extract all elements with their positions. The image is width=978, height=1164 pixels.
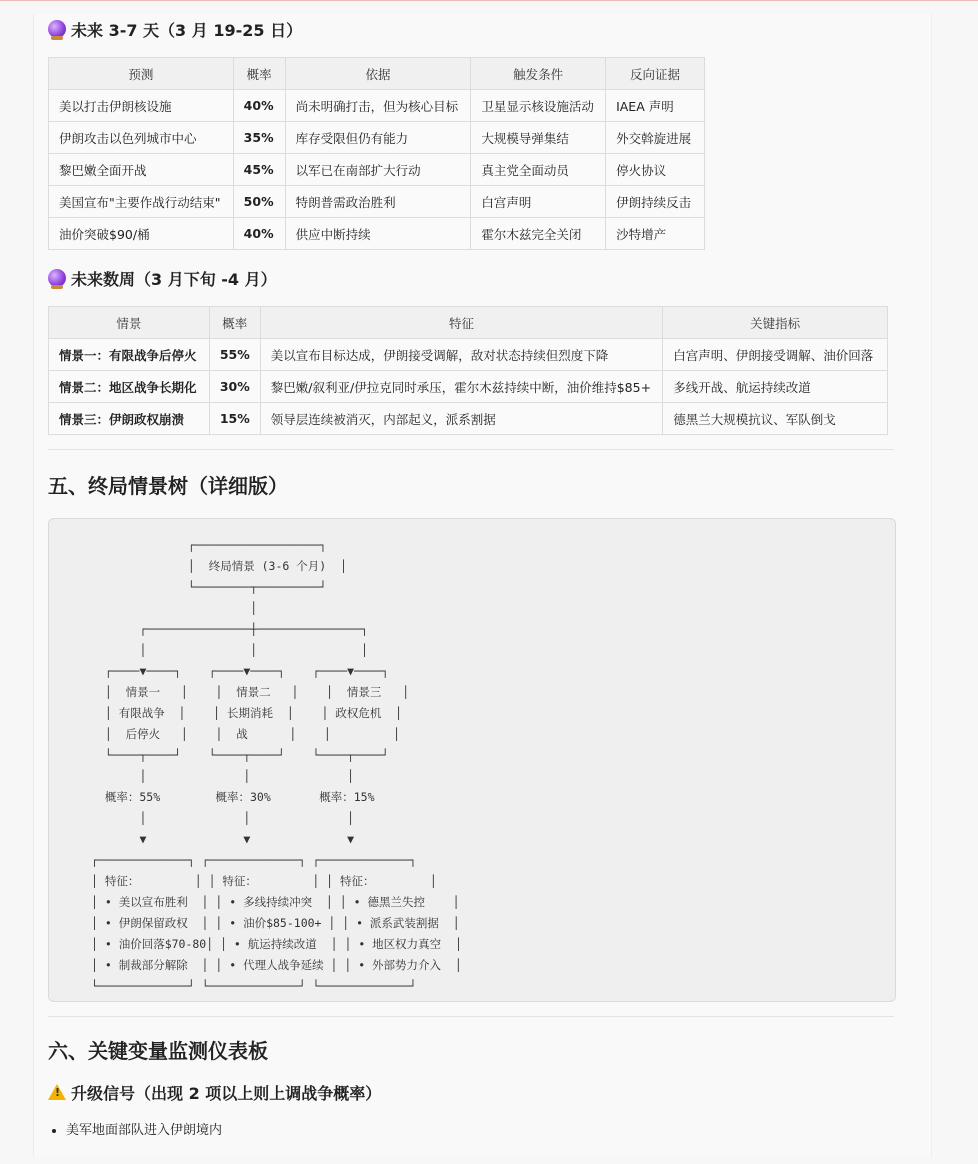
probability-cell: 30% — [209, 371, 260, 403]
cell: 尚未明确打击，但为核心目标 — [285, 90, 471, 122]
cell: 真主党全面动员 — [471, 154, 606, 186]
cell: 美以宣布目标达成，伊朗接受调解，敌对状态持续但烈度下降 — [260, 339, 662, 371]
weeks-table — [48, 306, 888, 435]
cell: 供应中断持续 — [285, 218, 471, 250]
cell: 外交斡旋进展 — [606, 122, 705, 154]
short-term-table — [48, 57, 705, 250]
section-weeks-title: 未来数周（3 月下旬 -4 月） — [71, 269, 277, 289]
table-row — [49, 90, 705, 122]
section-six-title: 六、关键变量监测仪表板 — [48, 1038, 268, 1063]
escalation-signals-title: 升级信号（出现 2 项以上则上调战争概率） — [71, 1083, 382, 1103]
cell: 库存受限但仍有能力 — [285, 122, 471, 154]
cell: 伊朗攻击以色列城市中心 — [49, 122, 234, 154]
col-header: 概率 — [233, 58, 285, 90]
cell: 美国宣布"主要作战行动结束" — [49, 186, 234, 218]
col-header: 依据 — [285, 58, 471, 90]
cell: 沙特增产 — [606, 218, 705, 250]
cell: 多线开战、航运持续改道 — [663, 371, 888, 403]
table-row — [49, 218, 705, 250]
crystal-ball-icon — [48, 20, 66, 38]
table-header-row — [49, 307, 888, 339]
crystal-ball-icon — [48, 269, 66, 287]
list-item: • 美军地面部队进入伊朗境内 — [66, 1119, 898, 1143]
section-short-term-heading — [48, 14, 898, 44]
cell: 美以打击伊朗核设施 — [49, 90, 234, 122]
table-row — [49, 339, 888, 371]
col-header: 关键指标 — [663, 307, 888, 339]
top-border — [0, 0, 978, 1]
cell: 白宫声明 — [471, 186, 606, 218]
col-header: 触发条件 — [471, 58, 606, 90]
probability-cell: 55% — [209, 339, 260, 371]
col-header: 概率 — [209, 307, 260, 339]
cell: 卫星显示核设施活动 — [471, 90, 606, 122]
cell: 霍尔木兹完全关闭 — [471, 218, 606, 250]
cell: IAEA 声明 — [606, 90, 705, 122]
table-row — [49, 154, 705, 186]
cell: 以军已在南部扩大行动 — [285, 154, 471, 186]
document-page — [33, 14, 932, 1157]
cell: 白宫声明、伊朗接受调解、油价回落 — [663, 339, 888, 371]
table-row — [49, 371, 888, 403]
cell: 黎巴嫩/叙利亚/伊拉克同时承压，霍尔木兹持续中断，油价维持$85+ — [260, 371, 662, 403]
table-row — [49, 403, 888, 435]
col-header: 特征 — [260, 307, 662, 339]
scenario-cell: 情景三：伊朗政权崩溃 — [49, 403, 210, 435]
cell: 特朗普需政治胜利 — [285, 186, 471, 218]
table-header-row — [49, 58, 705, 90]
cell: 停火协议 — [606, 154, 705, 186]
cell: 大规模导弹集结 — [471, 122, 606, 154]
probability-cell: 15% — [209, 403, 260, 435]
section-short-term-title: 未来 3-7 天（3 月 19-25 日） — [71, 20, 303, 40]
probability-cell: 35% — [233, 122, 285, 154]
table-row — [49, 186, 705, 218]
table-row — [49, 122, 705, 154]
escalation-signals-heading — [48, 1077, 898, 1107]
scenario-cell: 情景二：地区战争长期化 — [49, 371, 210, 403]
cell: 油价突破$90/桶 — [49, 218, 234, 250]
col-header: 预测 — [49, 58, 234, 90]
col-header: 反向证据 — [606, 58, 705, 90]
scenario-cell: 情景一：有限战争后停火 — [49, 339, 210, 371]
probability-cell: 40% — [233, 218, 285, 250]
cell: 黎巴嫩全面开战 — [49, 154, 234, 186]
cell: 伊朗持续反击 — [606, 186, 705, 218]
probability-cell: 50% — [233, 186, 285, 218]
cell: 德黑兰大规模抗议、军队倒戈 — [663, 403, 888, 435]
col-header: 情景 — [49, 307, 210, 339]
probability-cell: 45% — [233, 154, 285, 186]
scenario-tree-text: ┌──────────────────┐ │ 终局情景 (3-6 个月) │ └────────┬─────────┘ │ ┌───────────────┼───────────────┐ │ │ │ ┌────▼────┐ ┌────▼────┐ ┌────▼────┐ │ 情景一 │ │ 情景二 │ │ 情景三 │ │ 有限战争 │ │ 长期消耗 │ │ 政权危机 │ │ 后停火 │ │ 战 │ │ │ └────┬────┘ └────┬────┘ └────┬────┘ │ │ │ 概率：55% 概率：30% 概率：15% │ │ │ ▼ ▼ ▼ ┌─────────────┐ ┌─────────────┐ ┌─────────────┐ │ 特征： │ │ 特征： │ │ 特征： │ │ • 美以宣布胜利 │ │ • 多线持续冲突 │ │ • 德黑兰失控 │ │ • 伊朗保留政权 │ │ • 油价$85-100+ │ │ • 派系武装割据 │ │ • 油价回落$70-80│ │ • 航运持续改道 │ │ • 地区权力真空 │ │ • 制裁部分解除 │ │ • 代理人战争延续 │ │ • 外部势力介入 │ └─────────────┘ └─────────────┘ └─────────────┘ — [91, 538, 462, 993]
probability-cell: 40% — [233, 90, 285, 122]
section-five-title: 五、终局情景树（详细版） — [48, 473, 288, 498]
document-content — [48, 14, 898, 1143]
scenario-tree-code-block[interactable] — [48, 518, 896, 1002]
warning-icon — [48, 1084, 66, 1100]
escalation-signals-list — [48, 1119, 898, 1143]
cell: 领导层连续被消灭，内部起义，派系割据 — [260, 403, 662, 435]
section-weeks-heading — [48, 263, 898, 293]
